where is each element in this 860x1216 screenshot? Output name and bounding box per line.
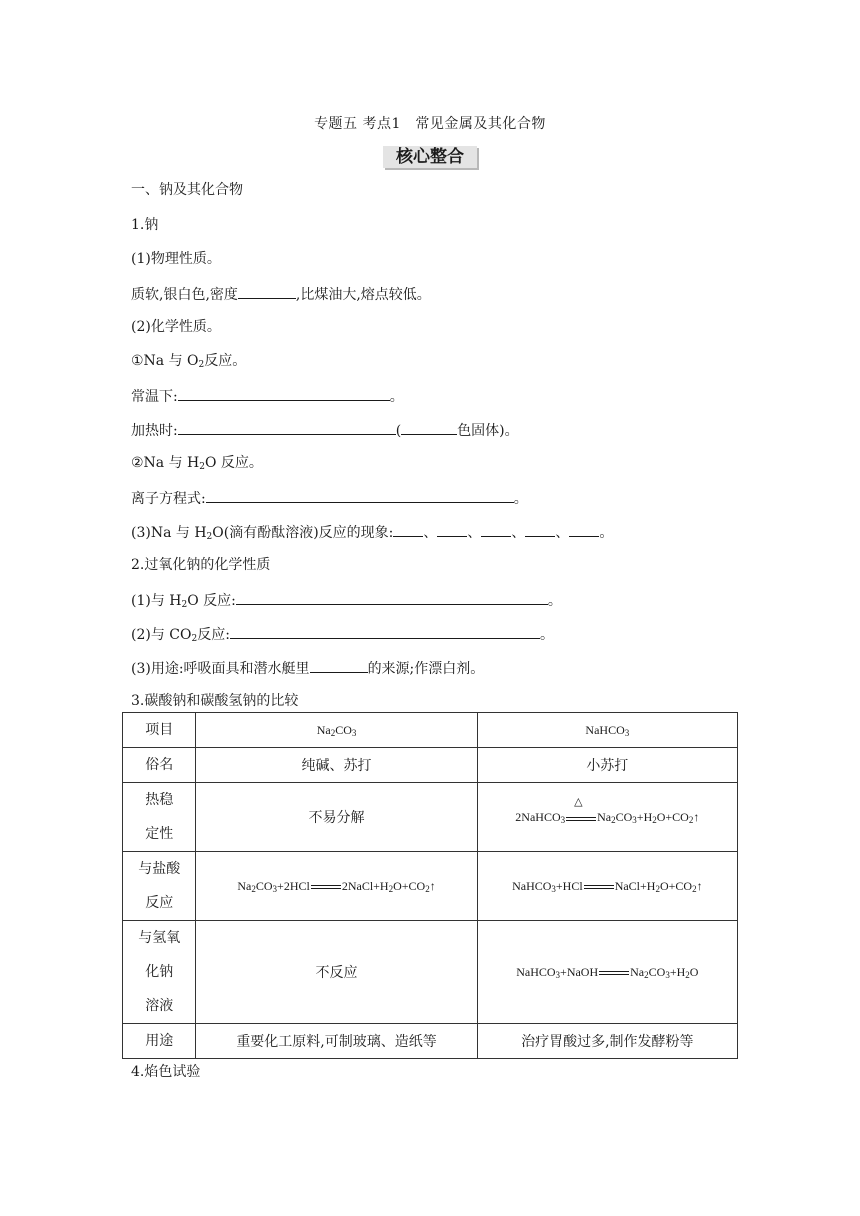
physical-properties-heading: (1)物理性质。 <box>131 251 221 267</box>
section-heading-carbonate: 3.碳酸钠和碳酸氢钠的比较 <box>131 693 299 709</box>
section-heading-flame-test: 4.焰色试验 <box>131 1064 201 1080</box>
phenomenon-blank-1[interactable] <box>393 522 423 537</box>
subheading-sodium: 1.钠 <box>131 217 159 233</box>
cell-na2co3-use: 重要化工原料,可制玻璃、造纸等 <box>196 1024 477 1059</box>
row-label-use: 用途 <box>123 1024 196 1059</box>
peroxide-use-line: (3)用途:呼吸面具和潜水艇里 的来源;作漂白剂。 <box>131 658 484 678</box>
cell-na2co3-hcl: $Na_2CO_3+2HCl$ $2NaCl+H_2O+CO_2↑$ <box>196 852 477 921</box>
heating-line: 加热时: ( 色固体)。 <box>131 420 519 440</box>
cell-nahco3-common-name: 小苏打 <box>477 748 737 783</box>
cell-nahco3-thermal: 2NaHCO$_3$ △ $Na_2CO_3+H_2O+CO_2↑$ <box>477 783 737 852</box>
table-row <box>123 852 738 921</box>
phenomenon-blank-2[interactable] <box>437 522 467 537</box>
row-label-hcl: 与盐酸 反应 <box>123 852 196 921</box>
phenomenon-blank-4[interactable] <box>525 522 555 537</box>
table-row <box>123 713 738 748</box>
peroxide-co2-line: (2)与 $CO_2$反应: 。 <box>131 624 554 648</box>
cell-nahco3-use: 治疗胃酸过多,制作发酵粉等 <box>477 1024 737 1059</box>
room-temp-blank[interactable] <box>178 386 390 401</box>
cell-na2co3-common-name: 纯碱、苏打 <box>196 748 477 783</box>
ionic-equation-line: 离子方程式: 。 <box>131 488 528 508</box>
header-cell-item: 项目 <box>123 713 196 748</box>
peroxide-co2-blank[interactable] <box>230 624 540 639</box>
cell-na2co3-thermal: 不易分解 <box>196 783 477 852</box>
peroxide-h2o-blank[interactable] <box>236 590 548 605</box>
phenomenon-line: (3)Na 与 $H_2O$(滴有酚酞溶液)反应的现象: 、 、 、 、 。 <box>131 522 613 546</box>
na-o2-heading: ①Na 与 $O_2$反应。 <box>131 353 247 370</box>
table-row <box>123 783 738 852</box>
row-label-naoh: 与氢氧 化钠 溶液 <box>123 921 196 1024</box>
header-cell-nahco3: NaHCO$_3$ <box>477 713 737 748</box>
ionic-equation-blank[interactable] <box>206 488 514 503</box>
room-temp-line: 常温下: 。 <box>131 386 404 406</box>
phenomenon-blank-3[interactable] <box>481 522 511 537</box>
table-row <box>123 748 738 783</box>
section-heading-peroxide: 2.过氧化钠的化学性质 <box>131 557 271 573</box>
row-label-common-name: 俗名 <box>123 748 196 783</box>
header-cell-na2co3: $Na_2CO_3$ <box>196 713 477 748</box>
density-blank[interactable] <box>238 284 296 299</box>
cell-nahco3-naoh: NaHCO$_3$+NaOH $Na_2CO_3+H_2O$ <box>477 921 737 1024</box>
phenomenon-blank-5[interactable] <box>569 522 599 537</box>
chemical-properties-heading: (2)化学性质。 <box>131 319 221 335</box>
cell-nahco3-hcl: NaHCO$_3$+HCl $NaCl+H_2O+CO_2↑$ <box>477 852 737 921</box>
color-blank[interactable] <box>401 420 457 435</box>
cell-na2co3-naoh: 不反应 <box>196 921 477 1024</box>
page-title: 专题五 考点1 常见金属及其化合物 <box>314 116 546 132</box>
section-banner: 核心整合 <box>383 146 477 168</box>
na-h2o-heading: ②Na 与 $H_2O$ 反应。 <box>131 455 263 472</box>
physical-properties-line: 质软,银白色,密度 ,比煤油大,熔点较低。 <box>131 284 431 304</box>
peroxide-h2o-line: (1)与 $H_2O$ 反应: 。 <box>131 590 562 614</box>
comparison-table <box>122 712 738 1059</box>
heat-condition-icon: △ <box>566 810 596 825</box>
table-row <box>123 1024 738 1059</box>
peroxide-use-blank[interactable] <box>310 658 368 673</box>
table-row <box>123 921 738 1024</box>
row-label-thermal: 热稳 定性 <box>123 783 196 852</box>
heating-blank[interactable] <box>178 420 396 435</box>
section-heading-sodium: 一、钠及其化合物 <box>131 182 243 198</box>
